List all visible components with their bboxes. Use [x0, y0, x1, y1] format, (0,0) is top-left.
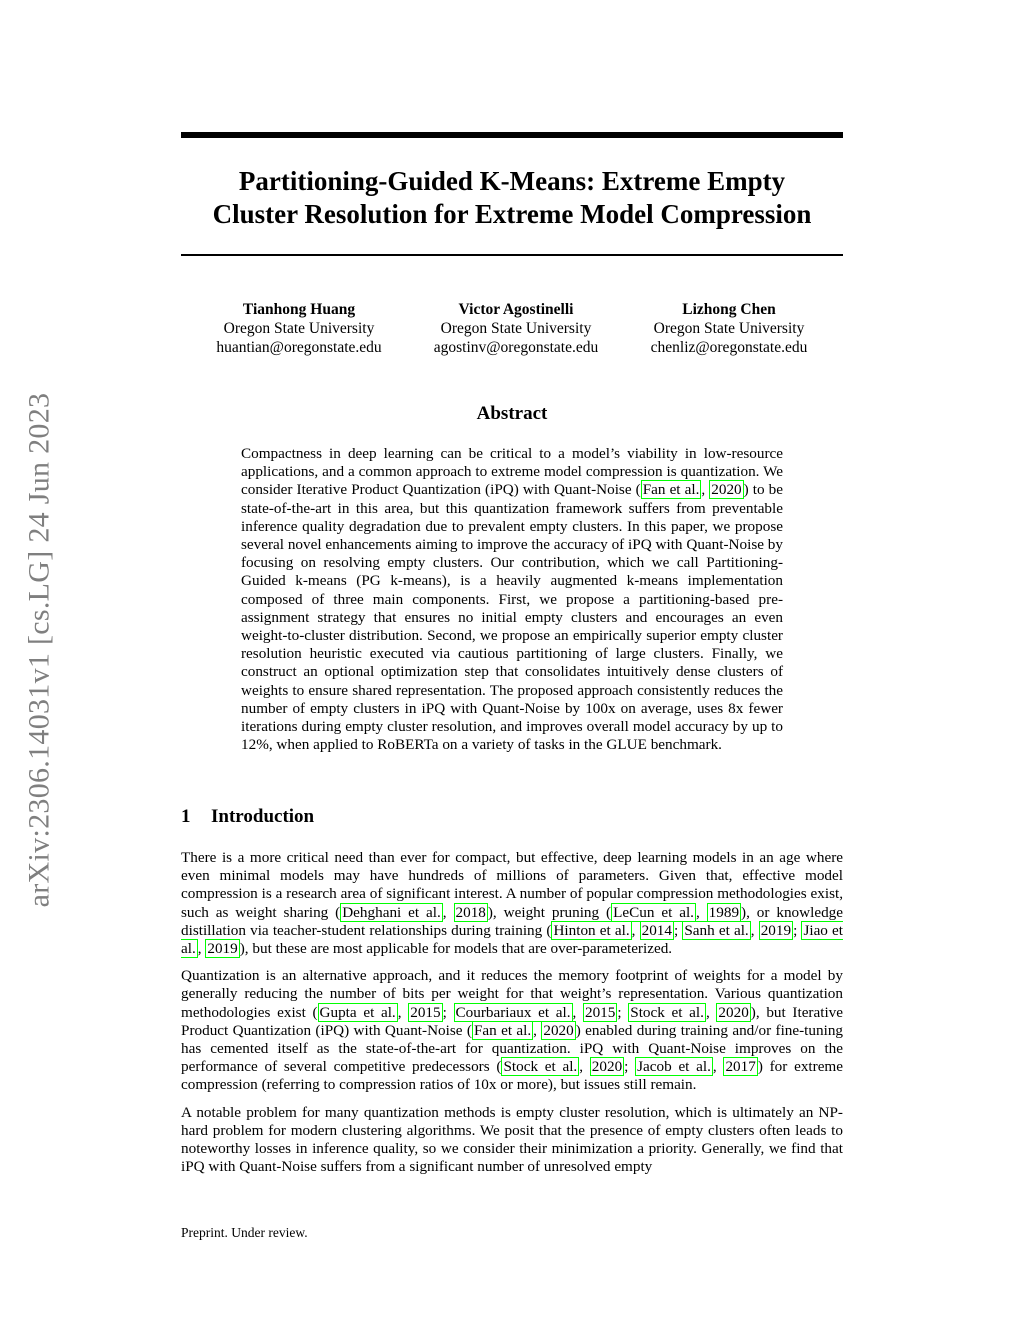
- author-email: chenliz@oregonstate.edu: [650, 339, 808, 356]
- text-run: ;: [624, 1058, 636, 1076]
- author-affiliation: Oregon State University: [440, 320, 592, 337]
- citation-link[interactable]: 2017: [725, 1058, 756, 1076]
- text-run: ) enabled during training and/or fine-tuning has cemented itself as the state-of-the-art for quantization. iPQ with Quant-Noise improves on the performance of several competitive predecessors (: [181, 1021, 844, 1076]
- citation-link[interactable]: 2019: [207, 940, 238, 958]
- text-run: ), weight pruning (: [487, 903, 612, 921]
- text-run: ,: [197, 940, 206, 958]
- citation-link[interactable]: 2018: [455, 903, 486, 921]
- citation-link[interactable]: LeCun et al.: [613, 903, 694, 921]
- section-title: Introduction: [211, 806, 315, 827]
- title-rule-bottom: [181, 254, 843, 256]
- abstract-text: [241, 445, 783, 754]
- body-text: [181, 849, 843, 1185]
- text-run: ,: [442, 903, 454, 921]
- author-1: [189, 300, 409, 357]
- paper-title: [181, 165, 843, 231]
- citation-link[interactable]: Gupta et al.: [319, 1003, 396, 1021]
- section-number: 1: [181, 806, 191, 827]
- text-run: ;: [793, 921, 802, 939]
- abstract-run: Compactness in deep learning can be critical to a model’s viability in low-resource applications, and a common approach to extreme model compression is quantization. We consider Iterative Product Quantization (iPQ) with Quant-Noise (: [241, 445, 783, 499]
- text-run: ), or knowledge distillation via teacher-student relationships during training (: [181, 903, 844, 939]
- citation-link[interactable]: Courbariaux et al.: [455, 1003, 571, 1021]
- text-run: ) for extreme compression (referring to compression ratios of 10x or more), but issues still remain.: [181, 1058, 843, 1094]
- text-run: ;: [442, 1003, 454, 1021]
- citation-link[interactable]: Fan et al.: [642, 481, 700, 499]
- title-line-2: Cluster Resolution for Extreme Model Compression: [212, 199, 812, 229]
- text-run: ,: [579, 1058, 590, 1076]
- text-run: ,: [631, 921, 640, 939]
- citation-link[interactable]: Dehghani et al.: [342, 903, 441, 921]
- paragraph-2: [181, 967, 843, 1094]
- text-run: ,: [705, 1003, 717, 1021]
- paragraph-3: [181, 1104, 843, 1177]
- citation-link[interactable]: Stock et al.: [503, 1058, 578, 1076]
- citation-link[interactable]: 2020: [718, 1003, 749, 1021]
- text-run: There is a more critical need than ever for compact, but effective, deep learning models in an age where even minimal models may have hundreds of millions of parameters. Given that, effective model compression is a research area of significant interest. A number of popular compression methodologies exist, such as weight sharing (: [181, 849, 843, 921]
- citation-link[interactable]: 2015: [584, 1003, 616, 1021]
- section-heading: [181, 806, 314, 828]
- author-email: agostinv@oregonstate.edu: [433, 339, 599, 356]
- author-email: huantian@oregonstate.edu: [216, 339, 382, 356]
- citation-link[interactable]: 2014: [641, 921, 672, 939]
- text-run: ,: [695, 903, 707, 921]
- title-line-1: Partitioning-Guided K-Means: Extreme Empty: [238, 166, 786, 196]
- arxiv-stamp: [22, 360, 56, 940]
- citation-link[interactable]: Sanh et al.: [684, 921, 749, 939]
- text-run: A notable problem for many quantization methods is empty cluster resolution, which is ultimately an NP-hard problem for modern clustering algorithms. We posit that the presence of empty clusters often leads to noteworthy losses in inference quality, so we consider their minimization a priority. Generally, we find that iPQ with Quant-Noise suffers from a significant number of unresolved empty: [181, 1103, 843, 1176]
- author-3: [619, 300, 839, 357]
- text-run: Quantization is an alternative approach, and it reduces the memory footprint of weights for a model by generally reducing the number of bits per weight for that weight’s representation. Various quantization methodologies exist (: [181, 967, 843, 1021]
- title-rule-top: [181, 132, 843, 138]
- citation-link[interactable]: Fan et al.: [473, 1021, 532, 1039]
- author-affiliation: Oregon State University: [223, 320, 375, 337]
- citation-link[interactable]: 2020: [543, 1021, 574, 1039]
- text-run: ,: [533, 1021, 542, 1039]
- footer-note: Preprint. Under review.: [181, 1225, 308, 1240]
- citation-link[interactable]: 2019: [760, 921, 792, 939]
- text-run: ), but Iterative Product Quantization (iPQ) with Quant-Noise (: [181, 1003, 844, 1039]
- citation-link[interactable]: Hinton et al.: [553, 921, 630, 939]
- abstract-run: ) to be state-of-the-art in this area, but this quantization framework suffers from preventable inference quality degradation due to prevalent empty clusters. In this paper, we propose several novel enhancements aiming to improve the accuracy of iPQ with Quant-Noise by focusing on resolving empty clusters. Our contribution, which we call Partitioning-Guided k-means (PG k-means), is a heavily augmented k-means implementation composed of three main components. First, we propose a partitioning-based pre-assignment strategy that ensures no initial empty clusters and encourages an even weight-to-cluster distribution. Second, we propose an empirically superior empty cluster resolution heuristic executed via cautious partitioning of large clusters. Finally, we construct an optional optimization step that consolidates intuitively dense clusters of weights to ensure shared representation. The proposed approach consistently reduces the number of empty clusters in iPQ with Quant-Noise by 100x on average, uses 8x fewer iterations during empty cluster resolution, and improves overall model accuracy by up to 12%, when applied to RoBERTa on a variety of tasks in the GLUE benchmark.: [241, 481, 784, 754]
- citation-link[interactable]: Jiao et al.: [181, 921, 844, 958]
- citation-link[interactable]: 2020: [591, 1058, 623, 1076]
- citation-link[interactable]: Jacob et al.: [637, 1058, 711, 1076]
- author-name: Lizhong Chen: [682, 301, 776, 318]
- author-name: Tianhong Huang: [242, 301, 356, 318]
- abstract-heading: Abstract: [476, 403, 548, 424]
- author-affiliation: Oregon State University: [653, 320, 805, 337]
- citation-link[interactable]: 2020: [711, 481, 742, 499]
- text-run: ;: [617, 1003, 629, 1021]
- abstract-run: ,: [701, 481, 710, 499]
- text-run: ), but these are most applicable for models that are over-parameterized.: [239, 940, 673, 958]
- text-run: ,: [572, 1003, 583, 1021]
- author-2: [406, 300, 626, 357]
- text-run: ,: [397, 1003, 409, 1021]
- citation-link[interactable]: Stock et al.: [630, 1003, 704, 1021]
- citation-link[interactable]: 1989: [708, 903, 740, 921]
- text-run: ,: [712, 1058, 724, 1076]
- paragraph-1: [181, 849, 843, 958]
- citation-link[interactable]: 2015: [410, 1003, 441, 1021]
- author-name: Victor Agostinelli: [458, 301, 574, 318]
- text-run: ;: [673, 921, 683, 939]
- arxiv-stamp-text: arXiv:2306.14031v1 [cs.LG] 24 Jun 2023: [22, 392, 55, 908]
- text-run: ,: [750, 921, 759, 939]
